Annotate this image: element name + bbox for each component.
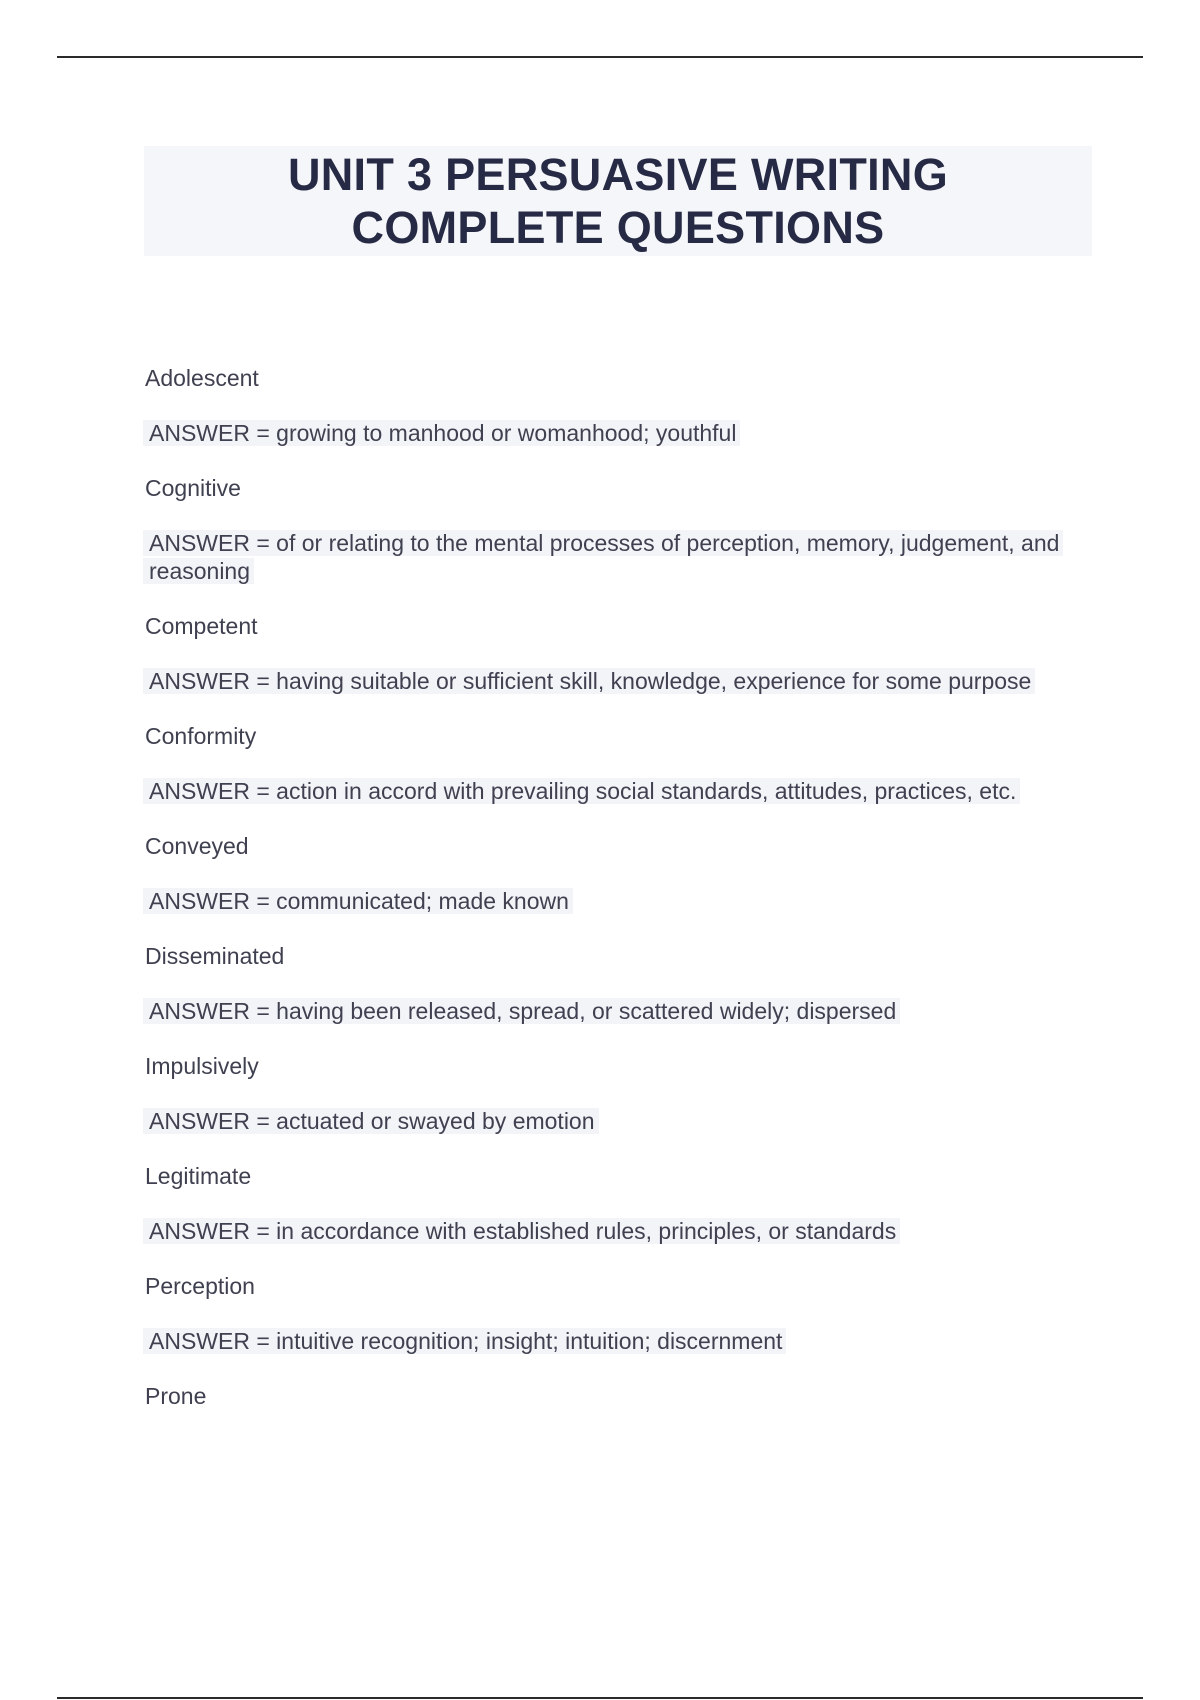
- answer-text: ANSWER = actuated or swayed by emotion: [143, 1108, 599, 1134]
- page-title-line-2: COMPLETE QUESTIONS: [351, 202, 885, 253]
- term-legitimate: Legitimate: [145, 1163, 252, 1189]
- answer-text: ANSWER = having suitable or sufficient skill, knowledge, experience for some purpose: [143, 668, 1035, 694]
- term-conformity: Conformity: [145, 723, 257, 749]
- answer-legitimate: [145, 1217, 1095, 1245]
- answer-text: ANSWER = of or relating to the mental processes of perception, memory, judgement, and reasoning: [143, 530, 1063, 584]
- answer-conformity: [145, 777, 1095, 805]
- term-cognitive: Cognitive: [145, 475, 241, 501]
- answer-text: ANSWER = action in accord with prevailing social standards, attitudes, practices, etc.: [143, 778, 1020, 804]
- answer-disseminated: [145, 997, 1095, 1025]
- term-perception: Perception: [145, 1273, 255, 1299]
- term-prone: Prone: [145, 1383, 207, 1409]
- bottom-rule: [57, 1697, 1143, 1699]
- answer-conveyed: [145, 887, 1095, 915]
- title-banner: [144, 146, 1092, 256]
- top-rule: [57, 56, 1143, 58]
- answer-adolescent: [145, 419, 1095, 447]
- term-conveyed: Conveyed: [145, 833, 249, 859]
- answer-impulsively: [145, 1107, 1095, 1135]
- term-impulsively: Impulsively: [145, 1053, 259, 1079]
- answer-text: ANSWER = intuitive recognition; insight; intuition; discernment: [143, 1328, 786, 1354]
- term-disseminated: Disseminated: [145, 943, 285, 969]
- answer-cognitive: [145, 529, 1095, 585]
- answer-text: ANSWER = having been released, spread, or scattered widely; dispersed: [143, 998, 900, 1024]
- answer-text: ANSWER = communicated; made known: [143, 888, 573, 914]
- qa-list: [145, 364, 1095, 1410]
- page-title-line-1: UNIT 3 PERSUASIVE WRITING: [287, 149, 949, 200]
- answer-competent: [145, 667, 1095, 695]
- term-competent: Competent: [145, 613, 258, 639]
- term-adolescent: Adolescent: [145, 365, 259, 391]
- answer-text: ANSWER = in accordance with established rules, principles, or standards: [143, 1218, 900, 1244]
- answer-perception: [145, 1327, 1095, 1355]
- answer-text: ANSWER = growing to manhood or womanhood; youthful: [143, 420, 740, 446]
